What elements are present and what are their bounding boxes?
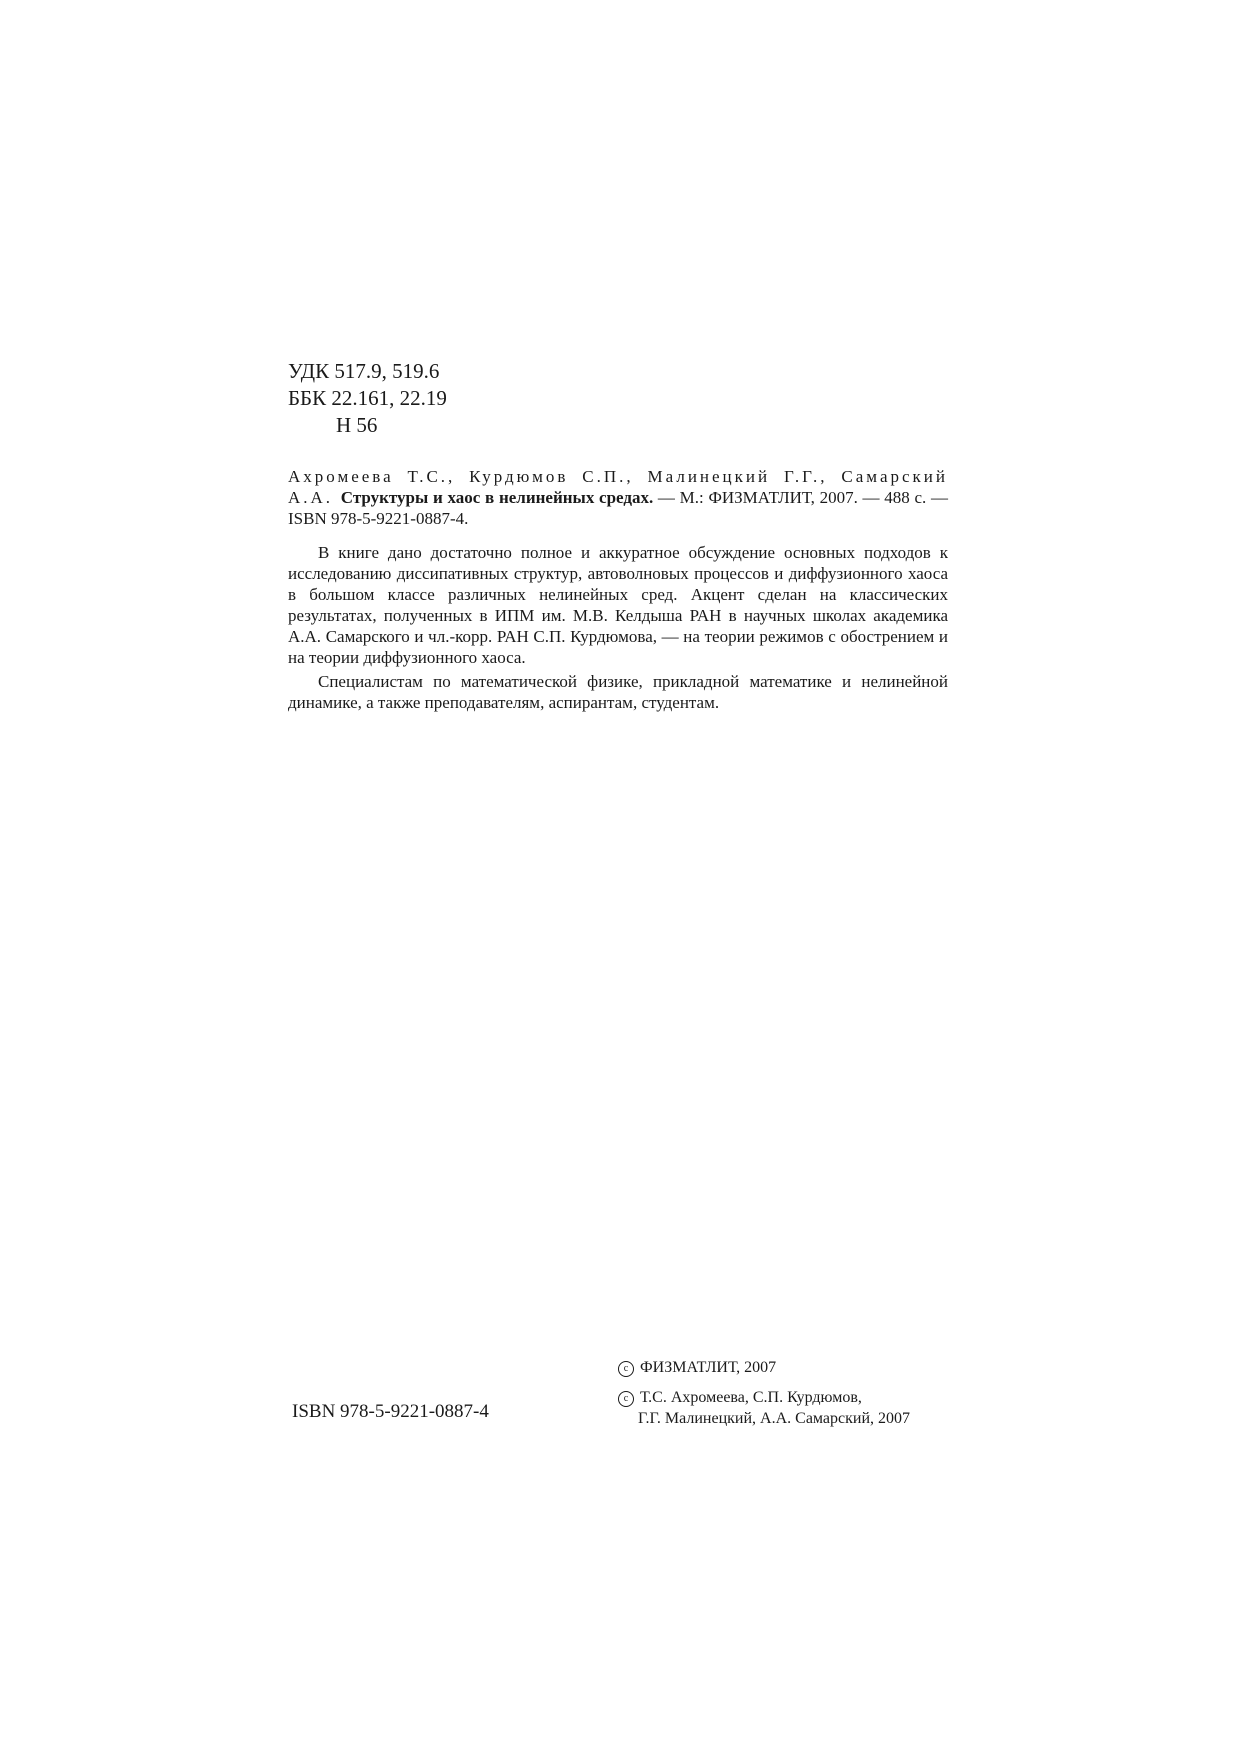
audience-paragraph: Специалистам по математической физике, прикладной математике и нелинейной динамике, а также преподавателям, аспирантам, студентам. [288, 672, 948, 712]
classification-block [288, 358, 447, 439]
bbk-code: ББК 22.161, 22.19 [288, 386, 447, 410]
isbn: ISBN 978-5-9221-0887-4 [292, 1401, 489, 1422]
annotation [288, 542, 948, 716]
copyright-authors-line1: Т.С. Ахромеева, С.П. Курдюмов, [640, 1389, 862, 1406]
copyright-block [618, 1357, 910, 1438]
copyright-icon: c [618, 1391, 634, 1407]
author-mark: Н 56 [336, 413, 378, 437]
udk-code: УДК 517.9, 519.6 [288, 359, 440, 383]
copyright-authors-line2: Г.Г. Малинецкий, А.А. Самарский, 2007 [638, 1410, 911, 1427]
copyright-publisher-text: ФИЗМАТЛИТ, 2007 [640, 1359, 777, 1376]
citation-title: Структуры и хаос в нелинейных средах. [340, 488, 658, 507]
copyright-icon: c [618, 1361, 634, 1377]
copyright-authors [618, 1387, 910, 1429]
annotation-paragraph: В книге дано достаточно полное и аккуратное обсуждение основных подходов к исследованию диссипативных структур, автоволновых процессов и диффузионного хаоса в большом классе различных нелинейных сред. Акцент сделан на классических результатах, полученных в ИПМ им. М.В. Келдыша РАН в научных школах академика А.А. Самарского и чл.-корр. РАН С.П. Курдюмова, — на теории режимов с обострением и на теории диффузионного хаоса. [288, 543, 948, 667]
citation-authors: Ахромеева Т.С., Курдюмов С.П., Малинецкий Г.Г., Самарский А.А. [288, 467, 948, 507]
bibliographic-citation [288, 466, 948, 529]
copyright-publisher [618, 1357, 910, 1378]
citation-publication: — М.: ФИЗМАТЛИТ, 2007. — 488 с. — ISBN 978-5-9221-0887-4. [288, 488, 948, 528]
